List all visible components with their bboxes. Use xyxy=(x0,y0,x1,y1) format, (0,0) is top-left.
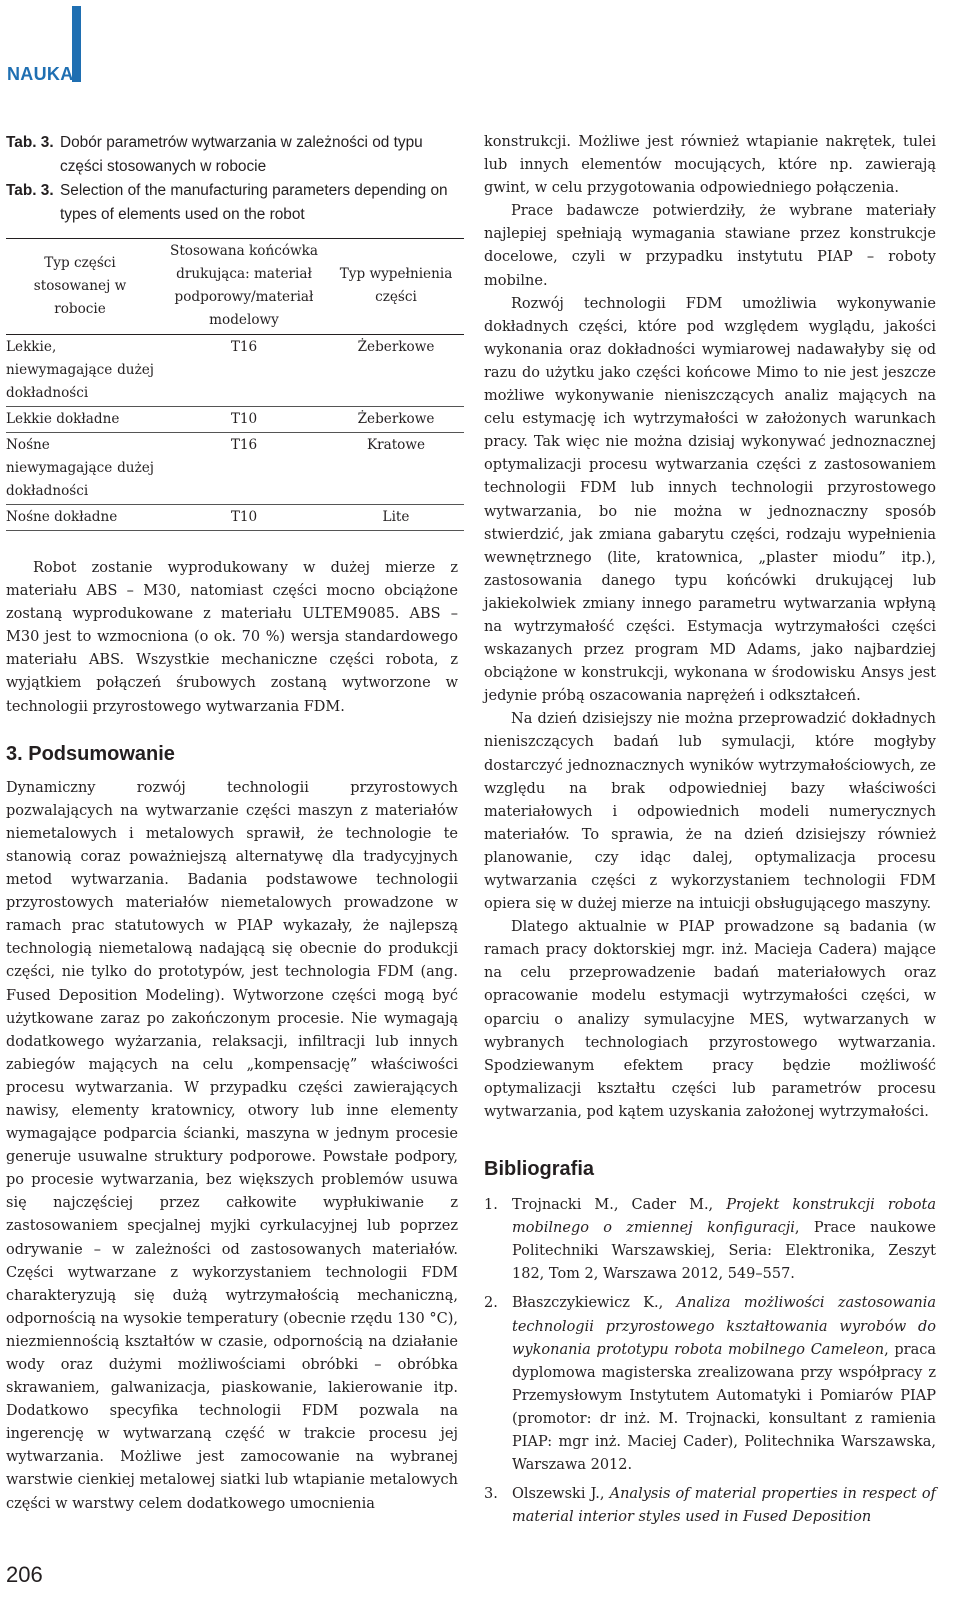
summary-paragraph: Dynamiczny rozwój technologii przyrostowych pozwalających na wytwarzanie części maszyn z materiałów niemetalowych i metalowych sprawił, że technologie te stanowią coraz poważniejszą alternatywę dla tradycyjnych metod wytwarzania. Badania podstawowe technologii przyrostowych materiałów niemetalowych prowadzone w ramach prac statutowych w PIAP wykazały, że najlepszą technologią niemetalową nadającą się obecnie do produkcji części, nie tylko do prototypów, jest technologia FDM (ang. Fused Deposition Modeling). Wytworzone części mogą być użytkowane zaraz po zakończonym procesie. Nie wymagają dodatkowego wyżarzania, relaksacji, infiltracji lub innych zabiegów mających na celu „kompensację” właściwości procesu wytwarzania. W przypadku części zawierających nawisy, elementy kratownicy, otwory lub inne elementy wymagające podparcia ścianki, maszyna w jednym procesie generuje usuwalne struktury podporowe. Powstałe podpory, po procesie wytwarzania, bez większych problemów usuwa się najczęściej przez całkowite wypłukiwanie z zastosowaniem specjalnej myjki cyrkulacyjnej lub poprzez odrywanie – w zależności od zastosowanych materiałów. Części wytwarzane z wykorzystaniem technologii FDM charakteryzują się dużą wytrzymałością mechaniczną, odpornością na wysokie temperatury (obecnie rzędu 130 °C), niezmiennością kształtów w czasie, odpornością na działanie wody oraz dużymi możliwościami obróbki – obróbka skrawaniem, galwanizacja, piaskowanie, lakierowanie itp. Dodatkowo specyfika technologii FDM pozwala na ingerencję w wytwarzaną część w trakcie procesu jej wytwarzania. Możliwe jest zamocowanie na wybranej warstwie cienkiej metalowej siatki lub wtapianie metalowych części w warstwy celem dodatkowego umocnienia xyxy=(6,779,458,1512)
section-tag: NAUKA xyxy=(7,64,74,84)
cell-part-type: Nośne dokładne xyxy=(6,509,118,525)
reference-details: , Prace naukowe Politechniki Warszawskiej, Seria: Elektronika, Zeszyt 182, Tom 2, Warszawa 2012, 549–557. xyxy=(512,1220,936,1283)
parameters-table xyxy=(6,238,464,531)
section-heading-summary: 3. Podsumowanie xyxy=(6,742,175,765)
reference-details: , praca dyplomowa magisterska zrealizowana przy współpracy z Przemysłowym Instytutem Automatyki i Pomiarów PIAP (promotor: dr inż. M. Trojnacki, konsultant z ramienia PIAP: mgr inż. Maciej Cader), Politechnika Warszawska, Warszawa 2012. xyxy=(512,1341,936,1474)
cell-fill-type: Lite xyxy=(382,509,410,525)
reference-number: 2. xyxy=(484,1295,498,1312)
cell-part-type: Nośne niewymagające dużej dokładności xyxy=(6,437,154,499)
caption-pl-text: Dobór parametrów wytwarzania w zależności od typu części stosowanych w robocie xyxy=(60,134,423,175)
reference-number: 3. xyxy=(484,1486,498,1503)
reference-title: Analysis of material properties in respect of material interior styles used in Fused Deposition xyxy=(512,1486,936,1526)
reference-number: 1. xyxy=(484,1197,498,1214)
cell-part-type: Lekkie, niewymagające dużej dokładności xyxy=(6,339,154,401)
continuation-paragraph: konstrukcji. Możliwe jest również wtapianie nakrętek, tulei lub innych elementów mocujących, które np. zawierają gwint, w celu przygotowania odpowiedniego połączenia. xyxy=(484,134,936,197)
bibliography-heading: Bibliografia xyxy=(484,1158,595,1181)
table-row xyxy=(6,407,464,433)
cell-print-tip: T10 xyxy=(230,509,258,525)
reference-title: Projekt konstrukcji robota mobilnego o zmiennej konfiguracji xyxy=(512,1197,936,1237)
table-row xyxy=(6,433,464,505)
right-column xyxy=(484,131,936,1535)
reference-title: Analiza możliwości zastosowania technologii przyrostowego kształtowania wyrobów do wykonania prototypu robota mobilnego Cameleon xyxy=(512,1295,936,1358)
reference-authors: Błaszczykiewicz K., xyxy=(512,1295,664,1312)
reference-item xyxy=(484,1194,936,1286)
table-caption xyxy=(6,131,458,227)
page-number: 206 xyxy=(6,1562,43,1587)
reference-authors: Olszewski J., xyxy=(512,1486,605,1503)
fdm-development-paragraph: Rozwój technologii FDM umożliwia wykonywanie dokładnych części, które pod względem wyglądu, jakości wykonania oraz dokładności wymiarowej nadawałyby się od razu do użytku jako części końcowe Mimo to nie jest jeszcze możliwe wykonywanie nieniszczących analiz mających na celu estymację ich wytrzymałości w założonych warunkach pracy. Tak więc nie można dzisiaj wykonywać jednoznacznej optymalizacji procesu wytwarzania części z zastosowaniem technologii FDM lub innych technologii przyrostowego wytwarzania, bo nie można w jednoznaczny sposób stwierdzić, jak zmiana gabarytu części, rodzaju wypełnienia wewnętrznego (lite, kratownica, „plaster miodu” itp.), zastosowania danego typu końcówki drukującej lub jakiekolwiek zmiany innego parametru wytwarzania wpłyną na wytrzymałość części. Estymacja wytrzymałości części wskazanych przez program MD Adams, jako najbardziej obciążone w konstrukcji, wykonana w środowisku Ansys jest jedynie próbą oszacowania naprężeń i odkształceń. xyxy=(484,295,936,705)
caption-en-number: Tab. 3. xyxy=(6,182,54,199)
reference-item xyxy=(484,1483,936,1529)
table-header-row xyxy=(6,239,464,335)
cell-fill-type: Żeberkowe xyxy=(357,411,435,427)
header-fill-type: Typ wypełnienia części xyxy=(339,266,453,305)
cell-print-tip: T10 xyxy=(230,411,258,427)
cell-print-tip: T16 xyxy=(230,339,258,355)
caption-pl-number: Tab. 3. xyxy=(6,134,54,151)
table-row xyxy=(6,505,464,531)
cell-part-type: Lekkie dokładne xyxy=(6,411,120,427)
reference-item xyxy=(484,1292,936,1477)
caption-en-text: Selection of the manufacturing parameters depending on types of elements used on the robot xyxy=(60,182,448,223)
cell-fill-type: Kratowe xyxy=(366,437,426,453)
robot-material-paragraph: Robot zostanie wyprodukowany w dużej mierze z materiału ABS – M30, natomiast części mocno obciążone zostaną wyprodukowane z materiału ULTEM9085. ABS – M30 jest to wzmocniona (o ok. 70 %) wersja standardowego materiału ABS. Wszystkie mechaniczne części robota, z wyjątkiem połączeń śrubowych zostaną wytworzone w technologii przyrostowego wytwarzania FDM. xyxy=(6,560,458,715)
table-row xyxy=(6,335,464,407)
cell-print-tip: T16 xyxy=(230,437,258,453)
reference-authors: Trojnacki M., Cader M., xyxy=(512,1197,714,1214)
research-paragraph: Prace badawcze potwierdziły, że wybrane materiały najlepiej spełniają wymagania stawiane przez konstrukcje docelowe, czyli w przypadku instytutu PIAP – roboty mobilne. xyxy=(484,203,936,289)
testing-paragraph: Na dzień dzisiejszy nie można przeprowadzić dokładnych nieniszczących badań lub symulacji, które mogłyby dostarczyć jednoznacznych wyników wytrzymałościowych, ze względu na brak odpowiedniej bazy właściwości materiałowych i odpowiednich modeli numerycznych materiałów. To sprawia, że na dzień dzisiejszy również planowanie, czy idąc dalej, optymalizacja procesu wytwarzania części z wykorzystaniem technologii FDM opiera się w dużej mierze na intuicji obsługującego maszyny. xyxy=(484,711,936,913)
cell-fill-type: Żeberkowe xyxy=(357,339,435,355)
header-part-type: Typ części stosowanej w robocie xyxy=(33,254,127,317)
reference-list xyxy=(484,1194,936,1529)
current-research-paragraph: Dlatego aktualnie w PIAP prowadzone są badania (w ramach pracy doktorskiej mgr. inż. Macieja Cadera) mające na celu przeprowadzenie badań materiałowych oraz opracowanie modelu estymacji wytrzymałości części, w oparciu o analizy symulacyjne MES, wytwarzanych w wybranych technologiach przyrostowego wytwarzania. Spodziewanym efektem pracy będzie możliwość optymalizacji kształtu części lub parametrów procesu wytwarzania, pod kątem uzyskania założonej wytrzymałości. xyxy=(484,919,936,1120)
left-column xyxy=(6,131,458,1516)
header-print-tip: Stosowana końcówka drukująca: materiał podporowy/materiał modelowy xyxy=(170,243,318,328)
